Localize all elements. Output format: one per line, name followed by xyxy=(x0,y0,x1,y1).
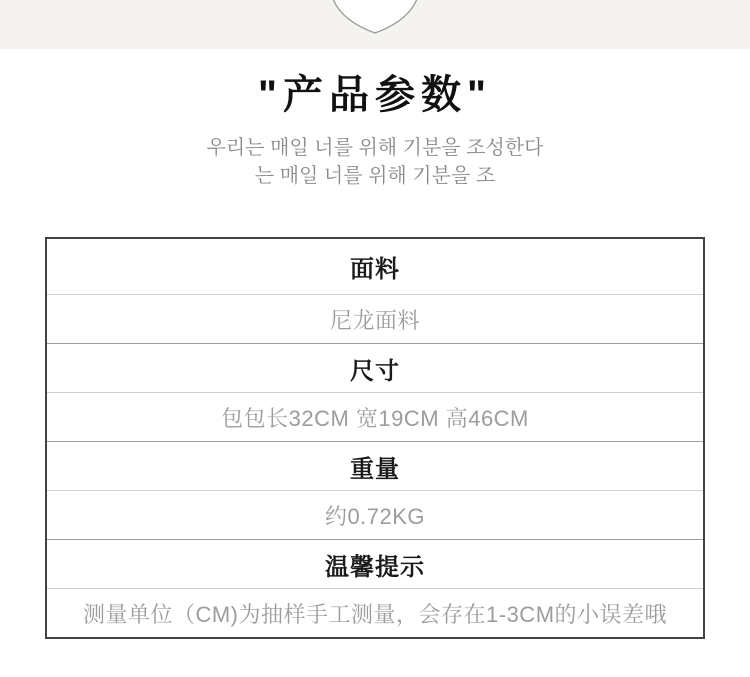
table-row-weight-label: 重量 xyxy=(47,441,703,490)
subtitle-line-2: 는 매일 너를 위해 기분을 조 xyxy=(254,165,496,187)
top-divider-strip xyxy=(0,0,750,49)
table-row-fabric-value: 尼龙面料 xyxy=(47,294,703,343)
table-row-fabric-label: 面料 xyxy=(350,256,400,283)
table-row-weight-value: 约0.72KG xyxy=(47,490,703,539)
table-row-tips-value: 测量单位（CM)为抽样手工测量，会存在1-3CM的小误差哦 xyxy=(47,588,703,637)
subtitle-line-1: 우리는 매일 너를 위해 기분을 조성한다 xyxy=(206,137,544,159)
table-row-size-value: 包包长32CM 宽19CM 高46CM xyxy=(47,392,703,441)
table-row-size-label: 尺寸 xyxy=(47,343,703,392)
page-title: "产品参数" xyxy=(258,73,492,117)
subtitle xyxy=(0,134,750,190)
section-divider-arrow-icon xyxy=(332,0,418,35)
product-spec-table xyxy=(45,237,705,639)
table-row-tips-label: 温馨提示 xyxy=(47,539,703,588)
